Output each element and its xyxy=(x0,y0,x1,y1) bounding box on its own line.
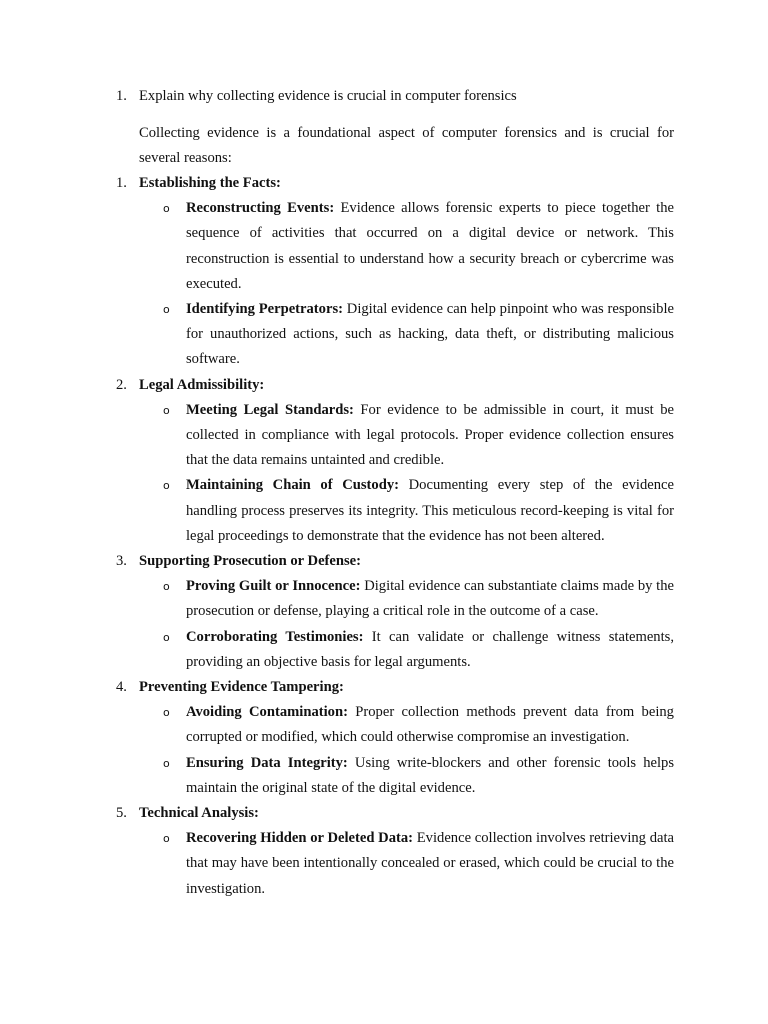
section-items xyxy=(116,700,674,801)
item-text: It can validate or challenge witness statements, providing an objective basis for legal arguments. xyxy=(186,628,674,670)
item-lead: Proving Guilt or Innocence: xyxy=(186,578,361,595)
item-text: Documenting every step of the evidence handling process preserves its integrity. This meticulous record-keeping is vital for legal proceedings to demonstrate that the evidence has not been altered. xyxy=(186,477,674,544)
circle-bullet-icon: o xyxy=(163,479,170,493)
item-lead: Meeting Legal Standards: xyxy=(186,401,354,418)
item-lead: Reconstructing Events: xyxy=(186,200,335,217)
section-2 xyxy=(116,373,674,549)
item-lead: Maintaining Chain of Custody: xyxy=(186,477,399,494)
section-3 xyxy=(116,549,674,675)
question-text: Explain why collecting evidence is crucial in computer forensics xyxy=(139,88,517,104)
circle-bullet-icon: o xyxy=(163,706,170,720)
section-title: Legal Admissibility: xyxy=(139,376,265,393)
list-item xyxy=(116,826,674,902)
item-lead: Corroborating Testimonies: xyxy=(186,628,364,645)
item-lead: Identifying Perpetrators: xyxy=(186,301,343,318)
section-number: 4. xyxy=(116,679,127,696)
circle-bullet-icon: o xyxy=(163,756,170,770)
section-number: 1. xyxy=(116,175,127,191)
list-item xyxy=(116,473,674,549)
section-heading xyxy=(116,549,674,574)
section-items xyxy=(116,574,674,675)
list-item xyxy=(116,297,674,373)
section-title: Supporting Prosecution or Defense: xyxy=(139,553,362,570)
item-text: Evidence allows forensic experts to piece together the sequence of activities that occurred on a digital device or network. This reconstruction is essential to understand how a security breach or cybercrime was executed. xyxy=(186,200,674,292)
question-number: 1. xyxy=(116,88,127,104)
question-heading xyxy=(116,86,676,106)
section-items xyxy=(116,398,674,549)
section-title: Establishing the Facts: xyxy=(139,175,281,191)
section-items xyxy=(116,826,674,902)
circle-bullet-icon: o xyxy=(163,580,170,594)
circle-bullet-icon: o xyxy=(163,630,170,644)
item-text: Evidence collection involves retrieving data that may have been intentionally concealed or erased, which could be crucial to the investigation. xyxy=(186,830,675,897)
item-text: Proper collection methods prevent data from being corrupted or modified, which could otherwise compromise an investigation. xyxy=(186,704,674,746)
reasons-list xyxy=(116,171,674,902)
list-item xyxy=(116,398,674,474)
list-item xyxy=(116,196,674,297)
list-item xyxy=(116,700,674,750)
item-text: Digital evidence can substantiate claims made by the prosecution or defense, playing a critical role in the outcome of a case. xyxy=(186,578,674,620)
list-item xyxy=(116,574,674,624)
section-heading xyxy=(116,373,674,398)
section-1 xyxy=(116,171,674,373)
section-heading xyxy=(116,171,674,196)
section-number: 2. xyxy=(116,376,127,393)
list-item xyxy=(116,751,674,801)
section-5 xyxy=(116,801,674,902)
item-lead: Recovering Hidden or Deleted Data: xyxy=(186,830,414,847)
section-title: Preventing Evidence Tampering: xyxy=(139,679,344,696)
section-items xyxy=(116,196,674,372)
circle-bullet-icon: o xyxy=(163,403,170,417)
item-text: Using write-blockers and other forensic tools helps maintain the original state of the digital evidence. xyxy=(186,754,675,796)
item-lead: Ensuring Data Integrity: xyxy=(186,754,348,771)
circle-bullet-icon: o xyxy=(163,832,170,846)
circle-bullet-icon: o xyxy=(163,303,170,317)
section-number: 5. xyxy=(116,805,127,822)
item-lead: Avoiding Contamination: xyxy=(186,704,348,721)
section-title: Technical Analysis: xyxy=(139,805,259,822)
item-text: For evidence to be admissible in court, it must be collected in compliance with legal protocols. Proper evidence collection ensures that the data remains untainted and credible. xyxy=(186,401,675,469)
section-4 xyxy=(116,675,674,801)
intro-paragraph: Collecting evidence is a foundational aspect of computer forensics and is crucial for several reasons: xyxy=(139,125,674,167)
section-number: 3. xyxy=(116,553,127,570)
circle-bullet-icon: o xyxy=(163,202,170,216)
section-heading xyxy=(116,675,674,700)
section-heading xyxy=(116,801,674,826)
item-text: Digital evidence can help pinpoint who was responsible for unauthorized actions, such as hacking, data theft, or distributing malicious software. xyxy=(186,301,674,368)
list-item xyxy=(116,625,674,675)
